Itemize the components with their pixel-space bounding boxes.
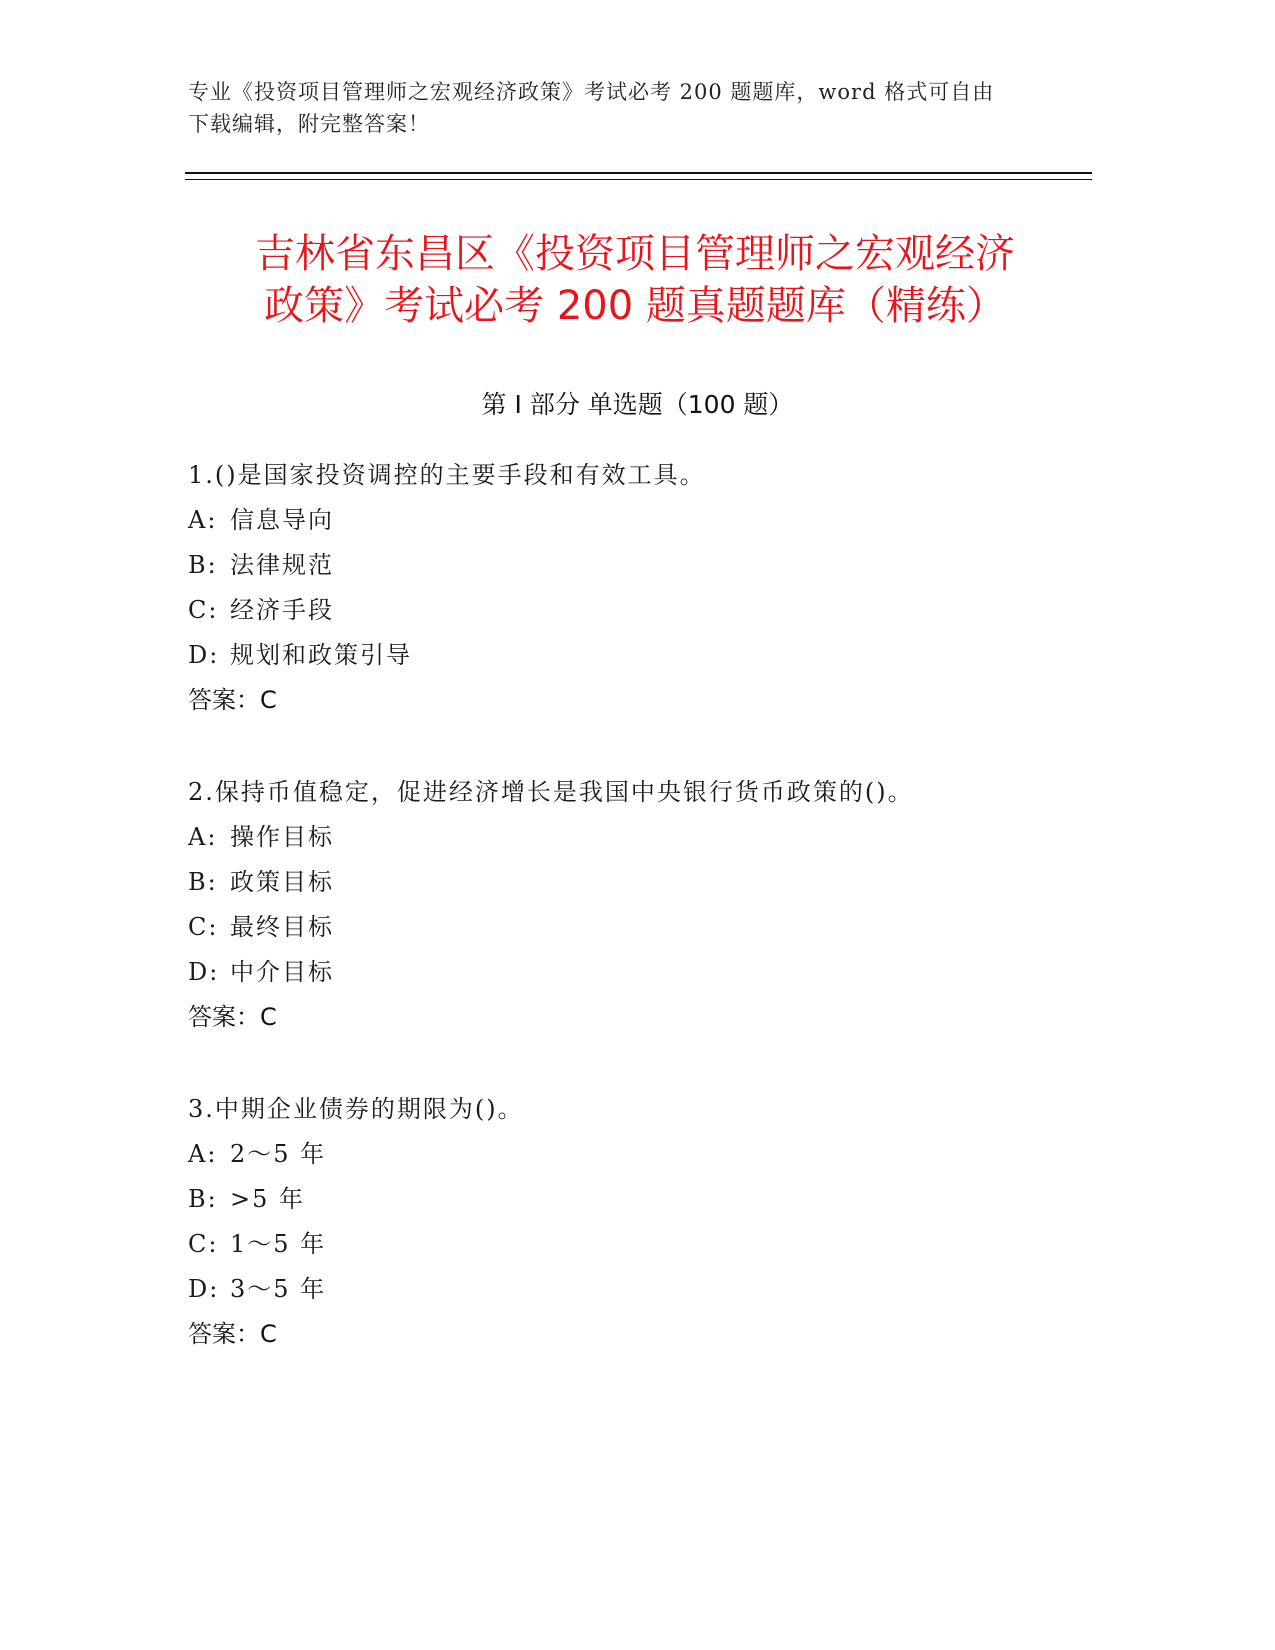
answer-line: 答案：C	[188, 1320, 277, 1348]
option-key: A:	[188, 823, 218, 851]
header-divider-thin	[185, 179, 1092, 180]
option-key: C:	[188, 1230, 219, 1258]
option-d	[188, 1267, 1088, 1312]
answer-line: 答案：C	[188, 1003, 277, 1031]
option-b	[188, 543, 1088, 588]
option-text: 2～5 年	[230, 1140, 327, 1168]
option-text: 中介目标	[230, 958, 334, 986]
option-key: A:	[188, 506, 218, 534]
option-c	[188, 588, 1088, 633]
option-text: 操作目标	[230, 823, 334, 851]
option-a	[188, 815, 1088, 860]
option-d	[188, 633, 1088, 678]
option-key: A:	[188, 1140, 218, 1168]
option-text: 最终目标	[230, 913, 334, 941]
option-key: D:	[188, 641, 220, 669]
question-3	[188, 1087, 1088, 1357]
option-key: D:	[188, 958, 220, 986]
document-title-line2: 政策》考试必考 200 题真题题库（精练）	[264, 283, 1006, 329]
question-stem: 1.()是国家投资调控的主要手段和有效工具。	[188, 461, 706, 489]
answer-line: 答案：C	[188, 686, 277, 714]
question-stem: 3.中期企业债券的期限为()。	[188, 1095, 524, 1123]
option-c	[188, 905, 1088, 950]
document-title-line1: 吉林省东昌区《投资项目管理师之宏观经济	[255, 231, 1015, 277]
option-key: B:	[188, 868, 218, 896]
option-text: 经济手段	[230, 596, 334, 624]
option-text: 信息导向	[230, 506, 334, 534]
header-note-line2: 下载编辑，附完整答案！	[188, 112, 430, 136]
option-b	[188, 1177, 1088, 1222]
question-1	[188, 453, 1088, 723]
option-key: D:	[188, 1275, 220, 1303]
option-d	[188, 950, 1088, 995]
option-key: C:	[188, 596, 219, 624]
option-c	[188, 1222, 1088, 1267]
option-text: 3～5 年	[230, 1275, 327, 1303]
option-text: >5 年	[230, 1185, 306, 1213]
option-key: B:	[188, 1185, 218, 1213]
option-text: 1～5 年	[230, 1230, 327, 1258]
header-divider-thick	[185, 172, 1092, 174]
option-key: B:	[188, 551, 218, 579]
option-text: 法律规范	[230, 551, 334, 579]
document-title	[195, 228, 1075, 332]
option-text: 政策目标	[230, 868, 334, 896]
option-b	[188, 860, 1088, 905]
option-key: C:	[188, 913, 219, 941]
option-a	[188, 1132, 1088, 1177]
option-text: 规划和政策引导	[230, 641, 412, 669]
option-a	[188, 498, 1088, 543]
section-heading: 第 I 部分 单选题（100 题）	[481, 390, 794, 419]
header-note	[188, 76, 1088, 140]
header-note-line1: 专业《投资项目管理师之宏观经济政策》考试必考 200 题题库，word 格式可自由	[188, 80, 995, 104]
question-2	[188, 770, 1088, 1040]
question-stem: 2.保持币值稳定，促进经济增长是我国中央银行货币政策的()。	[188, 778, 914, 806]
